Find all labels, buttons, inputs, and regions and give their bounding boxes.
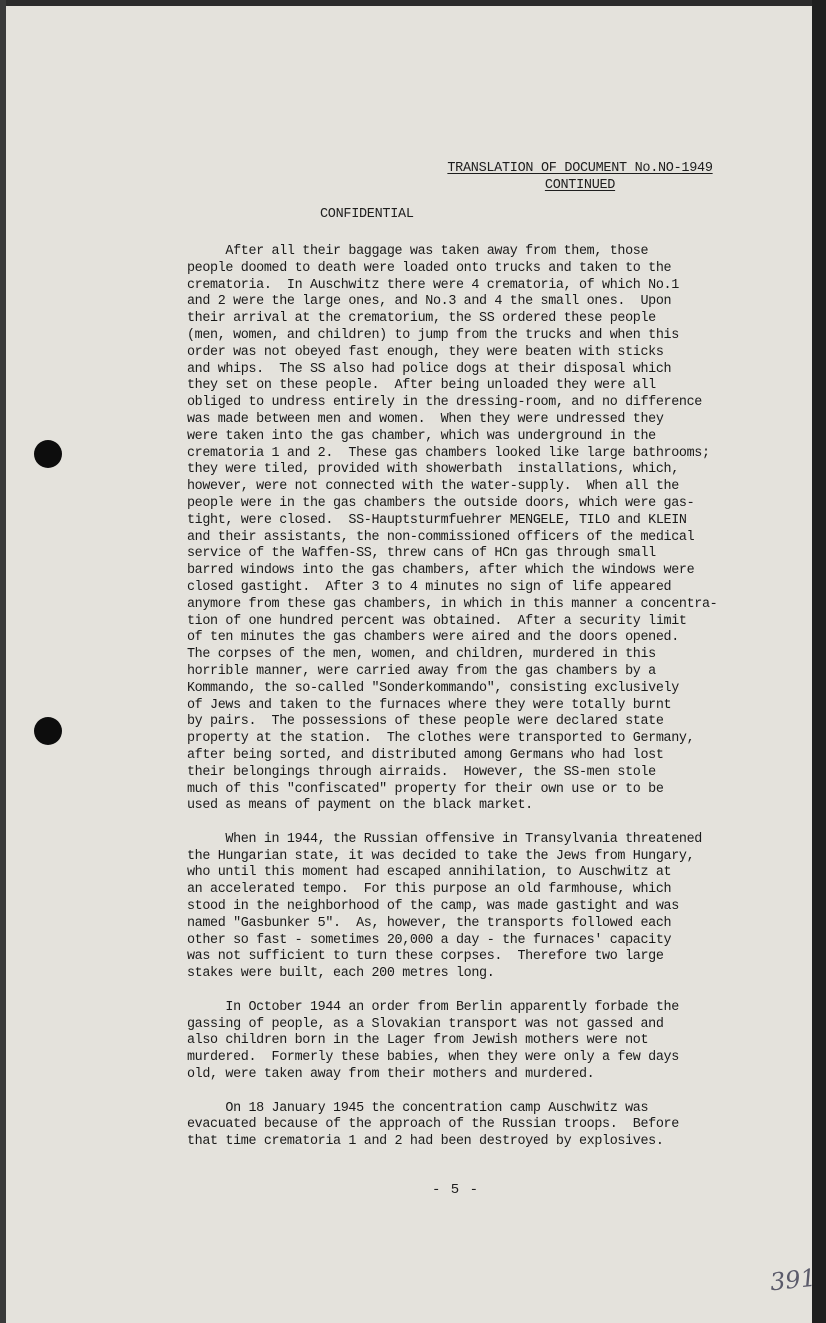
text-line: that time crematoria 1 and 2 had been destroyed by explosives. [187, 1134, 664, 1150]
text-line: much of this "confiscated" property for their own use or to be [187, 781, 664, 797]
text-line: also children born in the Lager from Jewish mothers were not [187, 1033, 649, 1049]
text-line: however, were not connected with the water-supply. When all the [187, 479, 679, 495]
paragraph-gap [187, 983, 767, 1000]
text-line: evacuated because of the approach of the Russian troops. Before [187, 1117, 679, 1133]
text-line: were taken into the gas chamber, which was underground in the [187, 428, 656, 444]
text-line: used as means of payment on the black market. [187, 798, 533, 814]
text-line: the Hungarian state, it was decided to take the Jews from Hungary, [187, 848, 695, 864]
text-line: tion of one hundred percent was obtained. After a security limit [187, 613, 687, 629]
text-line: they set on these people. After being unloaded they were all [187, 378, 656, 394]
document-body [187, 244, 767, 1151]
text-line: property at the station. The clothes were transported to Germany, [187, 731, 695, 747]
text-line: who until this moment had escaped annihilation, to Auschwitz at [187, 865, 672, 881]
text-line: order was not obeyed fast enough, they were beaten with sticks [187, 344, 664, 360]
page-number: - 5 - [432, 1182, 480, 1198]
header-continued: CONTINUED [544, 178, 616, 193]
text-line: anymore from these gas chambers, in which in this manner a concentra- [187, 596, 718, 612]
text-line: When in 1944, the Russian offensive in Transylvania threatened [187, 831, 702, 847]
paragraph [187, 1101, 767, 1151]
text-line: crematoria 1 and 2. These gas chambers looked like large bathrooms; [187, 445, 710, 461]
text-line: barred windows into the gas chambers, after which the windows were [187, 563, 695, 579]
text-line: was not sufficient to turn these corpses. Therefore two large [187, 949, 664, 965]
text-line: of Jews and taken to the furnaces where they were totally burnt [187, 697, 672, 713]
text-line: their arrival at the crematorium, the SS ordered these people [187, 311, 656, 327]
text-line: people were in the gas chambers the outside doors, which were gas- [187, 495, 695, 511]
text-line: and their assistants, the non-commissioned officers of the medical [187, 529, 695, 545]
text-line: closed gastight. After 3 to 4 minutes no sign of life appeared [187, 579, 672, 595]
classification-label: CONFIDENTIAL [320, 207, 414, 222]
text-line: by pairs. The possessions of these people were declared state [187, 714, 664, 730]
text-line: an accelerated tempo. For this purpose an old farmhouse, which [187, 882, 672, 898]
paragraph-gap [187, 1084, 767, 1101]
scan-edge-top [0, 0, 826, 6]
text-line: stood in the neighborhood of the camp, was made gastight and was [187, 899, 679, 915]
text-line: named "Gasbunker 5". As, however, the transports followed each [187, 915, 672, 931]
document-header [420, 160, 740, 194]
text-line: and 2 were the large ones, and No.3 and 4 the small ones. Upon [187, 294, 672, 310]
text-line: stakes were built, each 200 metres long. [187, 966, 495, 982]
punch-hole-upper [34, 440, 62, 468]
text-line: service of the Waffen-SS, threw cans of HCn gas through small [187, 546, 656, 562]
text-line: and whips. The SS also had police dogs at their disposal which [187, 361, 672, 377]
paragraph [187, 832, 767, 983]
paragraph [187, 1000, 767, 1084]
scan-edge-right [812, 0, 826, 1323]
text-line: gassing of people, as a Slovakian transport was not gassed and [187, 1016, 664, 1032]
punch-hole-lower [34, 717, 62, 745]
text-line: other so fast - sometimes 20,000 a day - the furnaces' capacity [187, 932, 672, 948]
text-line: horrible manner, were carried away from the gas chambers by a [187, 663, 656, 679]
text-line: of ten minutes the gas chambers were aired and the doors opened. [187, 630, 679, 646]
text-line: After all their baggage was taken away from them, those [187, 244, 649, 259]
text-line: their belongings through airraids. However, the SS-men stole [187, 764, 656, 780]
text-line: they were tiled, provided with showerbath installations, which, [187, 462, 679, 478]
text-line: The corpses of the men, women, and children, murdered in this [187, 647, 656, 663]
text-line: tight, were closed. SS-Hauptsturmfuehrer MENGELE, TILO and KLEIN [187, 512, 687, 528]
handwritten-page-mark: 391 [768, 1263, 818, 1297]
text-line: (men, women, and children) to jump from the trucks and when this [187, 327, 679, 343]
text-line: was made between men and women. When they were undressed they [187, 411, 664, 427]
text-line: On 18 January 1945 the concentration camp Auschwitz was [187, 1100, 649, 1116]
text-line: people doomed to death were loaded onto trucks and taken to the [187, 260, 672, 276]
paragraph-gap [187, 815, 767, 832]
scan-edge-left [0, 0, 6, 1323]
paragraph [187, 244, 767, 815]
header-title: TRANSLATION OF DOCUMENT No.NO-1949 [447, 161, 713, 176]
text-line: old, were taken away from their mothers and murdered. [187, 1067, 595, 1083]
text-line: crematoria. In Auschwitz there were 4 crematoria, of which No.1 [187, 277, 679, 293]
text-line: after being sorted, and distributed among Germans who had lost [187, 747, 664, 763]
text-line: obliged to undress entirely in the dressing-room, and no difference [187, 395, 702, 411]
text-line: murdered. Formerly these babies, when they were only a few days [187, 1050, 679, 1066]
text-line: Kommando, the so-called "Sonderkommando", consisting exclusively [187, 680, 679, 696]
text-line: In October 1944 an order from Berlin apparently forbade the [187, 999, 679, 1015]
